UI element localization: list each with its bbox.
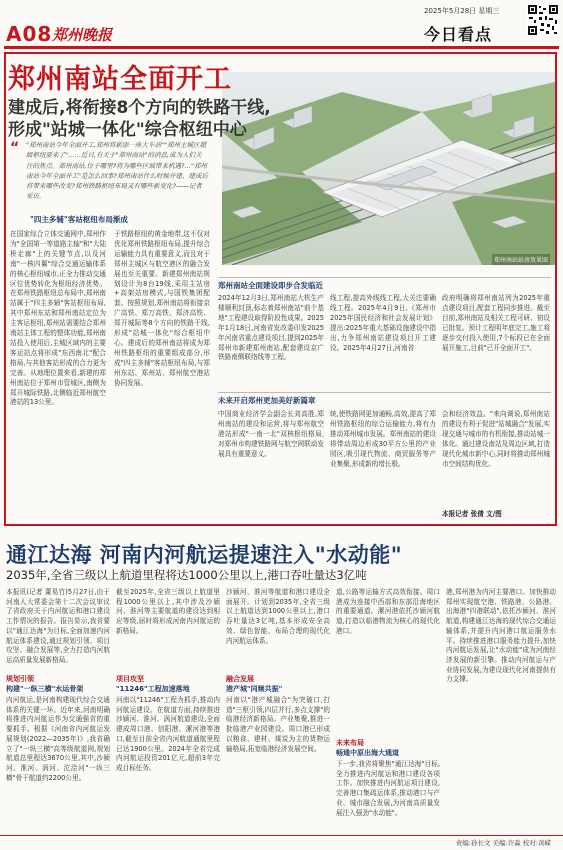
second-col3-text2: 河南以"港产城融合"为突破口,打造"三枢引领,四层并行,多点支撑"的临港经济新格局。产业集聚,推进一批临港产业园建设。周口港已形成以粮食、建材、煤炭为主的货物运输格局,拓宽临港经济发展空间。 bbox=[226, 696, 330, 753]
second-col5-text: 港,郑州港为内河主要港口。加快推动郑州实现航空港、铁路港、公路港、出海港"四港联动",依托沙颍河、淮河航道,构建通江达海的现代综合交通运输体系,并提升内河港口航运服务水平。持续推进港口服务能力提升,加快内河航运发展,让"水动能"成为河南经济发展的新引擎。推动内河航运与产业协同发展,为建设现代化河南提供有力支撑。 bbox=[446, 588, 556, 684]
editor-credits: 责编:孙长文 美编:许淼 校对:黄嵘 bbox=[455, 839, 551, 847]
second-col1-heading1: 规划引领 bbox=[6, 675, 34, 683]
lead-subheadline-1: 建成后,将衔接8个方向的铁路干线, bbox=[8, 98, 271, 118]
section2-heading: 郑州南站全面建设即步合发临近 bbox=[218, 281, 323, 290]
section3-col2: 统,使铁路网更加通畅,高效,提高了郑州铁路枢纽的综合运输能力,将有力推动郑州城市发展。郑州南站的建设将带动周边形成30平方公里的产业园区,吸引现代物流、商贸服务等产业集聚,形成新的增长极。 bbox=[330, 410, 436, 468]
section3-col3: 会和经济效益。"来向调说,郑州南站的建设有利于促进"站城融合"发展,实现交通与城市的有机衔接,推动站城一体化。通过建设南站及周边区域,打造现代化城市新中心,同时将推动郑州城市空间结构优化。 bbox=[442, 410, 550, 468]
second-col2-text2: 河南以"11246"工程为抓手,推动内河航运建设。在航道方面,持续推进沙颍河、淮河、涡河航道建设,全面建成周口港、信阳港、漯河港等港口,截至目前全省内河航道通航里程已达1900公里。2024年全省完成内河航运投资201亿元,超前3年完成目标任务。 bbox=[116, 696, 220, 772]
second-col2-heading2: "11246"工程加速落地 bbox=[116, 685, 190, 693]
section3-heading: 未来开启郑州更加美好新篇章 bbox=[218, 396, 316, 405]
second-col4-heading2: 畅通中原出海大通道 bbox=[336, 749, 399, 757]
lead-col1-text: 在国家综合立体交通网中,郑州作为"全国第一等道路主轴"和"大陆桥走廊"上的关键节点,以及河南"一核四翼"综合交通运输体系的核心枢纽城市,正全力推动交通区位优势转化为枢纽经济优势。在郑州铁路枢纽总布局中,郑州南站属于"四主多辅"客站枢纽布局,其中郑州东站和郑州南站定位为主客运枢纽,郑州站需要结合郑州南站主体工程的整体功能,郑州南站投入使用后,主城区域内的主要客运站点将形成"东西南北"配合格局,与其他客站形成的合力更为完善。从地理位置来看,新建的郑州南站位于郑州市管城区,南侧为郑开城际铁路,北侧临近郑州航空港站的13公里。 bbox=[10, 230, 106, 407]
lead-author: 本报记者 张倩 文/图 bbox=[442, 510, 502, 518]
second-subheadline: 2035年,全省三级以上航道里程将达1000公里以上,港口吞吐量达3亿吨 bbox=[6, 568, 367, 582]
paper-name: 郑州晚报 bbox=[52, 26, 113, 44]
section2-col1: 2024年12月3日,郑州南站大机生产楼顺利封顶,标志着郑州南站"前个基地"工程建设取得阶段性成果。2025年1月18日,河南省发改委印发2025年河南省重点建设项目,提到2025年郑州市新建郑州南站,配套建设京广铁路南侧联络线等工程。 bbox=[218, 294, 324, 362]
section3-col1: 中国商业经济学会副会长刘高胜,郑州南站的建设和运营,将与郑州航空港站形成"一南一北"双核枢纽格局,对郑州市构建铁路网与航空网联动发展具有重要意义。 bbox=[218, 410, 324, 458]
quote-mark-icon: “ bbox=[10, 140, 20, 156]
col1-heading: "四主多辅"客站枢纽布局渐成 bbox=[30, 215, 128, 224]
section2-col3: 政府明确将郑州南站列为2025年重点建设项目,配套工程同步推进。截至目前,郑州南站及相关工程可研、初设已批复。预计工程明年底完工,施工将逐步交付投入使用,7个标段已在全面展开施工,目前"已开全面开工"。 bbox=[442, 294, 550, 352]
header-rule bbox=[4, 46, 559, 49]
second-col3-text: 沙颍河、淮河等航道和港口建设全面展开。计划到2035年,全省三级以上航道达到1000公里以上,港口吞吐量达3亿吨,基本形成安全高效、绿色智能、布局合理的现代化内河航运体系。 bbox=[226, 588, 330, 645]
lead-subheadline-2: 形成"站城一体化"综合枢纽中心 bbox=[8, 120, 247, 140]
section2-col2: 线工程,提高外线线工程,大关注要确线工程。2025年4月9日,《郑州市2025年国民经济和社会发展计划》提出:2025年重大基础设施建设中指出,力争郑州南站建设项目开工建设。2025年4月27日,河南省 bbox=[330, 294, 436, 352]
second-col4-heading1: 未来布局 bbox=[336, 739, 364, 747]
second-col3-heading1: 融合发展 bbox=[226, 675, 254, 683]
second-col2-text: 截至2025年,全省三级以上航道里程1000公里以上,其中涉及沙颍河、淮河等主要航道的建设达到相应等级,届时将形成河南内河航运的新格局。 bbox=[116, 588, 220, 635]
issue-date: 2025年5月28日 星期三 bbox=[424, 7, 500, 15]
qr-code-icon bbox=[527, 4, 559, 36]
second-col1-heading2: 构建"一纵三横"水运骨架 bbox=[6, 685, 84, 693]
second-col3-heading2: 港产城"同频共振" bbox=[226, 685, 283, 693]
photo-caption: 郑州南站站房效果图 bbox=[492, 254, 550, 265]
lead-headline: 郑州南站全面开工 bbox=[8, 64, 232, 95]
section-name: 今日看点 bbox=[424, 25, 493, 44]
lead-col2-text: 于铁路枢纽的黄金地带,这不仅对优化郑州铁路枢纽布局,提升综合运输能力具有重要意义,而且对于郑州主城区与航空港区的融合发展也至关重要。新建郑州南站规划设计为8台19线,采用主站房+高架站房模式,与国铁集团配套。按照规划,郑州南站将衔接京广高铁、郑万高铁、郑济高铁、郑开城际等8个方向的铁路干线,形成"站城一体化"综合枢纽中心。建成后的郑州南站将成为郑州铁路枢纽的重要组成部分,形成"四主多辅"客站枢纽布局,与郑州东站、郑州站、郑州航空港站协同发展。 bbox=[114, 230, 210, 387]
section-divider-2 bbox=[218, 392, 551, 393]
second-col1-text: 内河航运,是河南构建现代综合交通体系的关键一环。近年来,河南明确将推进内河航运作为交通强省的重要抓手。根据《河南省内河航运发展规划(2022—2035年)》,我省确立了"一纵三横"高等级航道网,规划航道总里程达3670公里,其中,沙颍河、淮河、涡河、沱浍河"一纵三横"骨干航道约2200公里。 bbox=[6, 696, 110, 782]
second-col4-text2: 下一步,我省将聚焦"通江达海"目标,全力推进内河航运和港口建设各项工作。加快推进内河航运项目建设,完善港口集疏运体系,推动港口与产业、城市融合发展,为河南高质量发展注入强劲"水动能"。 bbox=[336, 760, 440, 817]
second-col2-heading1: 项目攻坚 bbox=[116, 675, 144, 683]
lead-intro: "郑州南站今年全面开工,郑州将新添一座大车站""郑州主城区超级枢纽要来了"……近日,有关于"郑州南站"的消息,成为人们关注的焦点。郑州南站,位于哪里?将为哪些区域带来机遇?…"郑州南站今年全面开工"是怎么回事?郑州南站什么时候开建、建成后将带来哪些改变?郑州铁路枢纽布局又有哪些新变化?——记者采访。 bbox=[26, 141, 208, 201]
station-rendering-image bbox=[222, 72, 555, 265]
second-col1-intro: 本报讯(记者 董易竹)5月27日,由于河南人大常委会第十二次会议审议了省政府关于内河航运和港口建设工作情况的报告。报告显示,我省要以"通江达海"为目标,全面加速内河航运体系建设,通过规划引领、项目攻坚、融合发展等,全力打造内河航运高质量发展新格局。 bbox=[6, 588, 110, 664]
second-headline: 通江达海 河南内河航运提速注入"水动能" bbox=[6, 543, 403, 567]
section-divider bbox=[218, 277, 551, 278]
second-col4-text: 道,公路等运输方式高效衔接。周口港成为连接中西部和东部沿海地区的重要通道。漯河港依托沙颍河航道,打造以临港物流为核心的现代化港口。 bbox=[336, 588, 440, 635]
page-number: A08 bbox=[6, 22, 53, 46]
